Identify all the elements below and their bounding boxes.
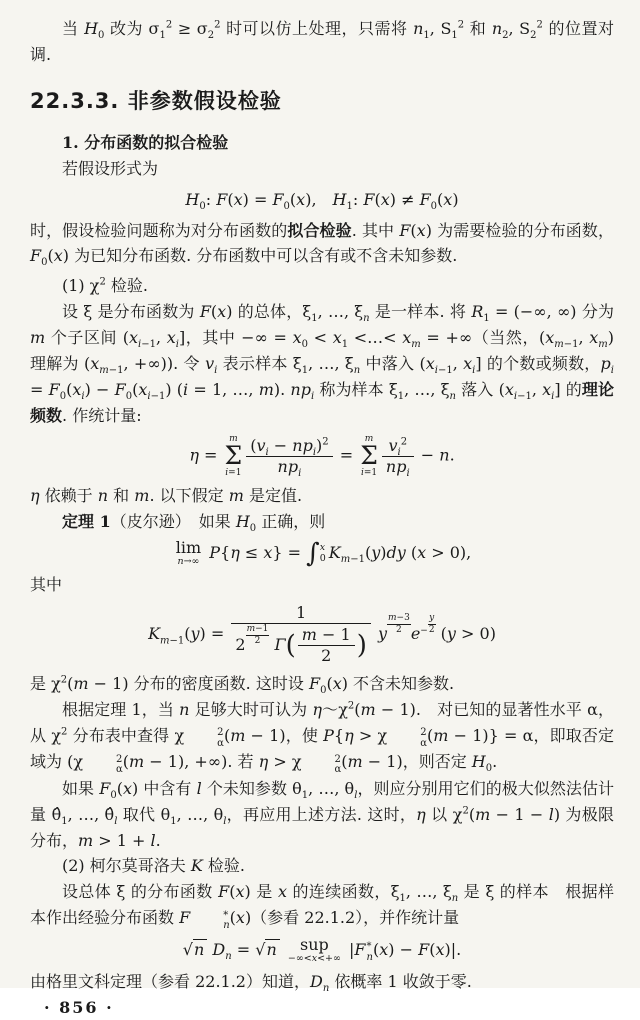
formula-eta-statistic: η = m Σ i=1 $\frac{(v_i - np_i)^2}{np_i}$ = m Σ i=1 $\frac{v_i^2}{np_i}$ − n. [189, 433, 455, 479]
paragraph-density-note: 是 $\chi^2(m - 1)$ 分布的密度函数. 这时设 $F_0(x)$ 不含未知参数. [30, 673, 455, 697]
paragraph-chi-square-setup: 设 ξ 是分布函数为 F(x) 的总体，$\xi_1$, …, $\xi_n$ 是一样本. 将 $R_1$ = (−∞, ∞) 分为 m 个子区间 ($x_{i-1}$, $x_i$]，其中 −∞ = $x_0 < x_1$ <…< $x_m$ = +∞（当然，($x_{m-1}$, $x_m$) 理解为 ($x_{m-1}$, +∞)). 令 $v_i$ 表示样本 $\xi_1$, …, $\xi_n$ 中落入 ($x_{i-1}$, $x_i$] 的个数或频数，$p_i = F_0(x_i) - F_0(x_{i-1}) (i = 1$, …, m). $np_i$ 称为样本 $\xi_1$, …, $\xi_n$ 落入 ($x_{i-1}$, $x_i$] 的理论频数. 作统计量: [30, 302, 615, 425]
section-heading: 22.3.3. 非参数假设检验 [30, 88, 282, 113]
theorem-1-pearson-statement: 定理 1（皮尔逊） 如果 $H_0$ 正确，则 [62, 512, 326, 535]
paragraph-glivenko-theorem: 由格里文科定理（参看 22.1.2）知道，$D_n$ 依概率 1 收敛于零. [30, 971, 472, 994]
paragraph-alpha-rejection-region: 根据定理 1，当 n 足够大时可认为 $\eta\sim\chi^2(m - 1)$. 对已知的显著性水平 α，从 $\chi^2$ 分布表中查得 χ 2 α (m − 1)，使 P{η > χ 2 α (m − 1)} = α，即取否定域为 (χ 2 α (m − 1), +∞). 若 η > χ 2 α (m − 1)，则否定 $H_0$. [30, 699, 614, 776]
paragraph-fit-test-definition: 时，假设检验问题称为对分布函数的拟合检验. 其中 F(x) 为需要检验的分布函数，$F_0(x)$ 为已知分布函数. 分布函数中可以含有或不含未知参数. [30, 220, 614, 269]
formula-hypotheses: $H_0$: $F(x) = F_0(x)$, $H_1$: $F(x) \ne F_0(x)$ [185, 189, 459, 212]
subsection-heading-fit-test: 1. 分布函数的拟合检验 [62, 132, 229, 152]
item-heading-chi-square-test: (1) $\chi^2$ 检验. [62, 276, 149, 296]
line-where: 其中 [30, 574, 63, 594]
formula-chi-square-density: $K_{m-1}(y)$ = 1 2 $^{\frac{m-1}{2}}$ Γ( $\frac{m - 1}{2}$ ) y $^{\frac{m-3}{2}}$ $e^{- \frac{y}{2}}$ (y > 0) [148, 602, 496, 665]
paragraph-kolmogorov-setup: 设总体 ξ 的分布函数 F(x) 是 x 的连续函数，$\xi_1$, …, $\xi_n$ 是 ξ 的样本 根据样本作出经验分布函数 F * n (x)（参看 22.1.2），并作统计量 [30, 882, 614, 932]
formula-limit-distribution: lim n→∞ P{η ≤ x} = ∫ x 0 $K_{m-1}(y)dy$ (x > 0), [175, 538, 472, 569]
line-hypothesis-intro: 若假设形式为 [62, 158, 159, 178]
formula-dn-statistic: √n $D_n = √n$ sup −∞<x<+∞ |F * n (x) − F(x)|. [182, 934, 462, 964]
item-heading-kolmogorov-test: (2) 柯尔莫哥洛夫 K 检验. [62, 856, 245, 876]
paragraph-variance-swap: 当 $H_0$ 改为 $\sigma_1^2 \ge \sigma_2^2$ 时可以仿上处理，只需将 $n_1$, $S_1^2$ 和 $n_2$, $S_2^2$ 的位置对调. [30, 19, 614, 64]
paragraph-unknown-parameters: 如果 $F_0(x)$ 中含有 l 个未知参数 $\theta_1$, …, $\theta_l$，则应分别用它们的极大似然法估计量 $\thetâ_1$, …, $\thetâ_l$ 取代 $\theta_1$, …, $\theta_l$，再应用上述方法. 这时，η 以 $\chi^2(m - 1 - l)$ 为极限分布，m > 1 + l. [30, 778, 614, 850]
page-number: · 856 · [44, 997, 114, 1017]
paragraph-eta-depends: η 依赖于 n 和 m. 以下假定 m 是定值. [30, 486, 303, 506]
